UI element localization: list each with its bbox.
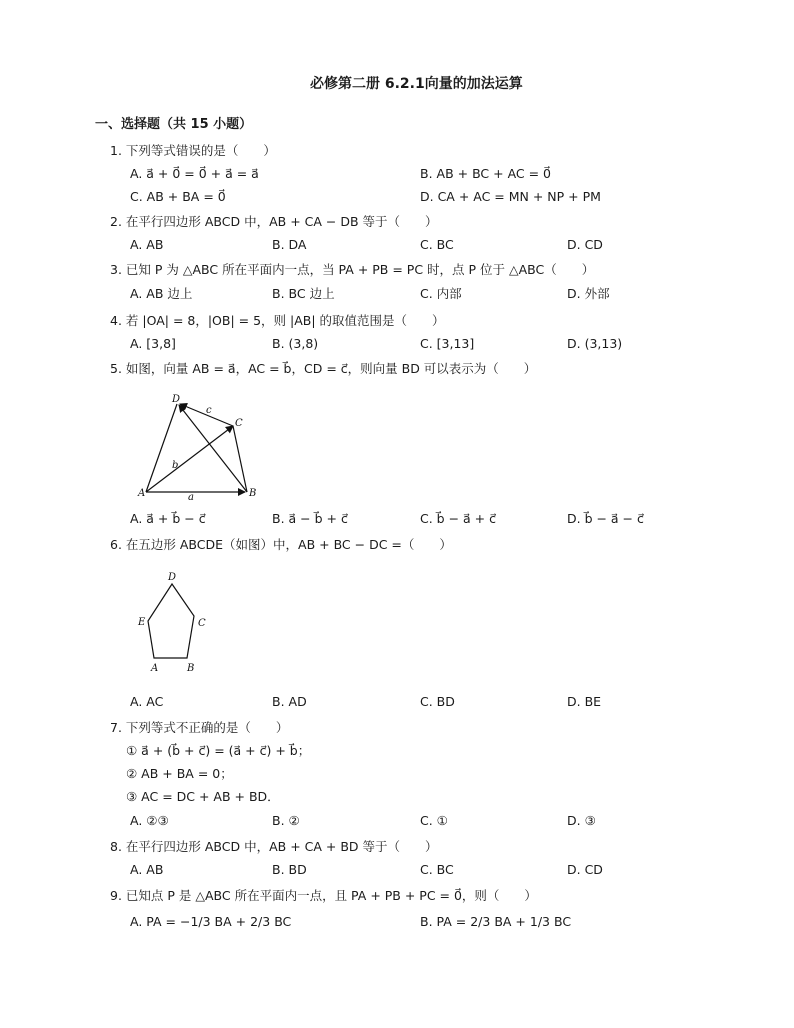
fig5-label-vector-a: a [188,492,194,503]
q9-option-b[interactable]: B. PA = 2/3 BA + 1/3 BC [420,914,572,929]
q4-option-b[interactable]: B. (3,8) [272,336,319,351]
q8-option-c[interactable]: C. BC [420,862,454,877]
q6-option-a[interactable]: A. AC [130,694,164,709]
section-heading: 一、选择题（共 15 小题） [95,117,253,132]
q4-option-a[interactable]: A. [3,8] [130,336,176,351]
q1-option-c[interactable]: C. AB + BA = 0⃗ [130,189,226,204]
q6-pentagon-figure [134,568,214,678]
q3-option-c[interactable]: C. 内部 [420,286,462,301]
q5-quadrilateral-figure [136,388,266,504]
q8-option-d[interactable]: D. CD [567,862,603,877]
q4-stem: 4. 若 |OA| = 8，|OB| = 5，则 |AB| 的取值范围是（ ） [110,313,445,328]
q9-stem: 9. 已知点 P 是 △ABC 所在平面内一点，且 PA + PB + PC = 0⃗，则（ ） [110,888,537,903]
fig5-label-c-point: C [235,418,243,429]
fig6-label-a: A [151,663,159,674]
q7-statement-3: ③ AC = DC + AB + BD． [126,789,280,804]
fig6-label-d: D [168,572,177,583]
q1-option-d[interactable]: D. CA + AC = MN + NP + PM [420,189,601,204]
q7-option-c[interactable]: C. ① [420,813,448,828]
q5-option-b[interactable]: B. a⃗ − b⃗ + c⃗ [272,511,348,526]
q7-option-b[interactable]: B. ② [272,813,300,828]
fig5-label-b-point: B [249,488,257,499]
q7-option-d[interactable]: D. ③ [567,813,596,828]
q2-option-a[interactable]: A. AB [130,237,164,252]
fig5-label-vector-c: c [206,405,212,416]
q9-option-a[interactable]: A. PA = −1/3 BA + 2/3 BC [130,914,292,929]
q2-option-b[interactable]: B. DA [272,237,307,252]
page-title: 必修第二册 6.2.1向量的加法运算 [310,76,523,92]
q4-option-c[interactable]: C. [3,13] [420,336,475,351]
q7-stem: 7. 下列等式不正确的是（ ） [110,720,289,735]
q5-option-a[interactable]: A. a⃗ + b⃗ − c⃗ [130,511,206,526]
q7-statement-2: ② AB + BA = 0； [126,766,233,781]
q6-option-d[interactable]: D. BE [567,694,602,709]
q1-stem: 1. 下列等式错误的是（ ） [110,143,276,158]
q5-option-d[interactable]: D. b⃗ − a⃗ − c⃗ [567,511,644,526]
q2-stem: 2. 在平行四边形 ABCD 中，AB + CA − DB 等于（ ） [110,214,438,229]
q3-option-a[interactable]: A. AB 边上 [130,286,193,301]
q1-option-b[interactable]: B. AB + BC + AC = 0⃗ [420,166,552,181]
fig5-label-a-point: A [138,488,146,499]
q5-option-c[interactable]: C. b⃗ − a⃗ + c⃗ [420,511,496,526]
q8-option-a[interactable]: A. AB [130,862,164,877]
pentagon-abcde [148,584,194,658]
q6-option-c[interactable]: C. BD [420,694,455,709]
q6-stem: 6. 在五边形 ABCDE（如图）中，AB + BC − DC =（ ） [110,537,452,552]
q3-option-d[interactable]: D. 外部 [567,286,610,301]
q8-option-b[interactable]: B. BD [272,862,307,877]
q5-stem: 5. 如图，向量 AB = a⃗，AC = b⃗，CD = c⃗，则向量 BD 可以表示为（ ） [110,361,537,376]
q2-option-c[interactable]: C. BC [420,237,454,252]
fig6-label-e: E [138,617,146,628]
fig6-label-b: B [187,663,195,674]
q8-stem: 8. 在平行四边形 ABCD 中，AB + CA + BD 等于（ ） [110,839,438,854]
segment-ad [146,404,177,492]
fig5-label-vector-b: b [172,460,179,471]
fig5-label-d-point: D [172,394,181,405]
vector-ac [146,426,233,492]
q3-stem: 3. 已知 P 为 △ABC 所在平面内一点，当 PA + PB = PC 时，点 P 位于 △ABC（ ） [110,262,595,277]
q2-option-d[interactable]: D. CD [567,237,603,252]
q3-option-b[interactable]: B. BC 边上 [272,286,335,301]
q1-option-a[interactable]: A. a⃗ + 0⃗ = 0⃗ + a⃗ = a⃗ [130,166,259,181]
q4-option-d[interactable]: D. (3,13) [567,336,623,351]
q7-option-a[interactable]: A. ②③ [130,813,169,828]
q7-statement-1: ① a⃗ + (b⃗ + c⃗) = (a⃗ + c⃗) + b⃗； [126,743,311,758]
fig6-label-c: C [198,618,206,629]
q6-option-b[interactable]: B. AD [272,694,307,709]
